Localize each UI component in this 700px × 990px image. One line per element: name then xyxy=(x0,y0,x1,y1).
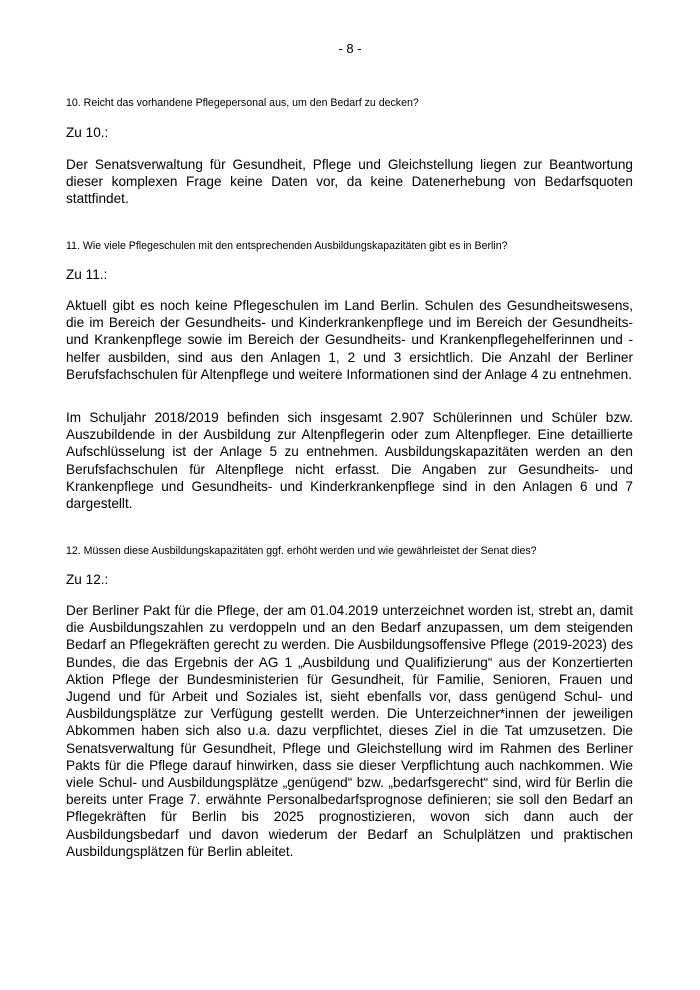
answer-11-paragraph-1: Aktuell gibt es noch keine Pflegeschulen im Land Berlin. Schulen des Gesundheitswesens, die im Bereich der Gesundheits- und Kinderkrankenpflege und im Bereich der Gesundheits- und Krankenpflege sowie im Bereich der Gesundheits- und Krankenpflegehelferinnen und -helfer ausbilden, sind aus den Anlagen 1, 2 und 3 ersichtlich. Die Anzahl der Berliner Berufsfachschulen für Altenpflege und weitere Informationen sind der Anlage 4 zu entnehmen. xyxy=(66,298,633,382)
answer-10-paragraph: Der Senatsverwaltung für Gesundheit, Pflege und Gleichstellung liegen zur Beantwortung dieser komplexen Frage keine Daten vor, da keine Datenerhebung von Bedarfsquoten stattfindet. xyxy=(66,157,633,207)
question-11: 11. Wie viele Pflegeschulen mit den entsprechenden Ausbildungskapazitäten gibt es in Berlin? xyxy=(66,240,508,252)
answer-heading-12: Zu 12.: xyxy=(66,572,109,587)
page-number: - 8 - xyxy=(338,41,362,56)
answer-12-paragraph: Der Berliner Pakt für die Pflege, der am 01.04.2019 unterzeichnet worden ist, strebt an, damit die Ausbildungszahlen zu verdoppeln und an den Bedarf anzupassen, um dem steigenden Bedarf an Pflegekräften gerecht zu werden. Die Ausbildungsoffensive Pflege (2019-2023) des Bundes, die das Ergebnis der AG 1 „Ausbildung und Qualifizierung“ aus der Konzertierten Aktion Pflege der Bundesministerien für Gesundheit, für Familie, Senioren, Frauen und Jugend und für Arbeit und Soziales ist, sieht ebenfalls vor, dass genügend Schul- und Ausbildungsplätze zur Verfügung gestellt werden. Die Unterzeichner*innen der jeweiligen Abkommen haben sich also u.a. dazu verpflichtet, dieses Ziel in die Tat umzusetzen. Die Senatsverwaltung für Gesundheit, Pflege und Gleichstellung wird im Rahmen des Berliner Pakts für die Pflege darauf hinwirken, dass sie dieser Verpflichtung auch nachkommen. Wie viele Schul- und Ausbildungsplätze „genügend“ bzw. „bedarfsgerecht“ sind, wird für Berlin die bereits unter Frage 7. erwähnte Personalbedarfsprognose definieren; sie soll den Bedarf an Pflegekräften für Berlin bis 2025 prognostizieren, wovon sich dann auch der Ausbildungsbedarf und davon wiederum der Bedarf an Schulplätzen und praktischen Ausbildungsplätzen für Berlin ableitet. xyxy=(66,603,633,859)
answer-heading-11: Zu 11.: xyxy=(66,267,108,282)
question-10: 10. Reicht das vorhandene Pflegepersonal aus, um den Bedarf zu decken? xyxy=(66,97,419,109)
question-12: 12. Müssen diese Ausbildungskapazitäten ggf. erhöht werden und wie gewährleistet der Senat dies? xyxy=(66,545,537,557)
answer-11-paragraph-2: Im Schuljahr 2018/2019 befinden sich insgesamt 2.907 Schülerinnen und Schüler bzw. Auszubildende in der Ausbildung zur Altenpflegerin oder zum Altenpfleger. Eine detaillierte Aufschlüsselung ist der Anlage 5 zu entnehmen. Ausbildungskapazitäten werden an den Berufsfachschulen für Altenpflege nicht erfasst. Die Angaben zur Gesundheits- und Krankenpflege und Gesundheits- und Kinderkrankenpflege sind in den Anlagen 6 und 7 dargestellt. xyxy=(66,410,633,512)
answer-heading-10: Zu 10.: xyxy=(66,125,109,140)
